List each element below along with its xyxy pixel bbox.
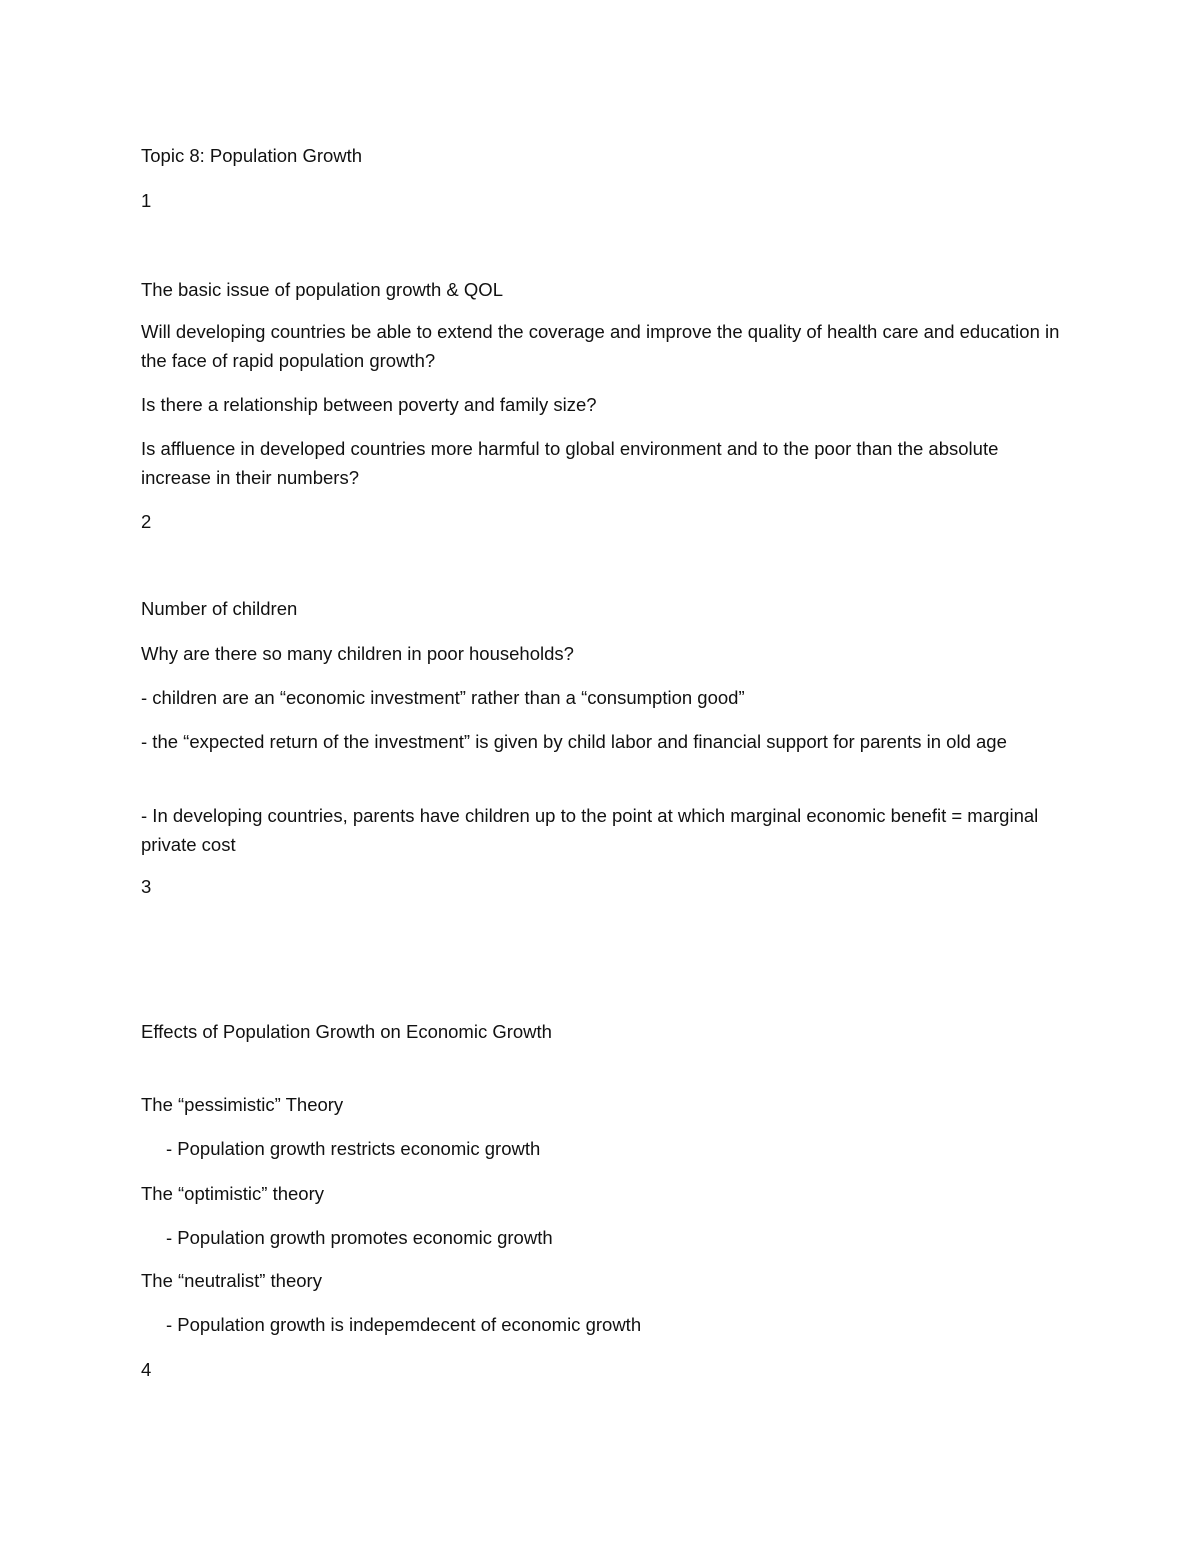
- slide-number-1: 1: [141, 190, 152, 211]
- bullet-item: - In developing countries, parents have children up to the point at which marginal economic benefit = marginal private cost: [141, 805, 1039, 855]
- paragraph: Is there a relationship between poverty and family size?: [141, 394, 597, 415]
- paragraph: Will developing countries be able to extend the coverage and improve the quality of health care and education in the face of rapid population growth?: [141, 321, 1060, 371]
- paragraph: Is affluence in developed countries more harmful to global environment and to the poor than the absolute increase in their numbers?: [141, 438, 999, 488]
- theory-point: - Population growth promotes economic growth: [166, 1227, 553, 1248]
- section-heading-2: Number of children: [141, 598, 298, 619]
- document-title: Topic 8: Population Growth: [141, 145, 363, 166]
- paragraph: Why are there so many children in poor households?: [141, 643, 574, 664]
- theory-point: - Population growth is indepemdecent of economic growth: [166, 1314, 642, 1335]
- section-heading-1: The basic issue of population growth & QOL: [141, 279, 503, 300]
- bullet-item: - the “expected return of the investment” is given by child labor and financial support for parents in old age: [141, 731, 1007, 752]
- theory-name: The “pessimistic” Theory: [141, 1094, 344, 1115]
- slide-number-4: 4: [141, 1359, 152, 1380]
- bullet-item: - children are an “economic investment” rather than a “consumption good”: [141, 687, 745, 708]
- theory-name: The “optimistic” theory: [141, 1183, 324, 1204]
- section-heading-3: Effects of Population Growth on Economic Growth: [141, 1021, 552, 1042]
- slide-number-3: 3: [141, 876, 152, 897]
- slide-number-2: 2: [141, 511, 152, 532]
- theory-name: The “neutralist” theory: [141, 1270, 322, 1291]
- theory-point: - Population growth restricts economic growth: [166, 1138, 541, 1159]
